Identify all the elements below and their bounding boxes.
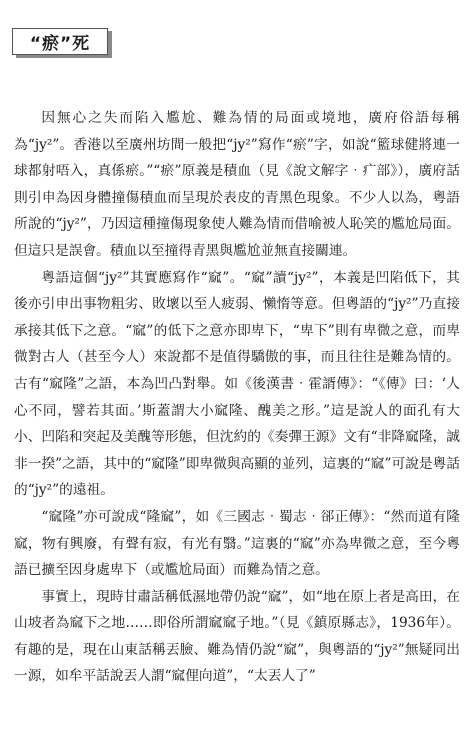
paragraph-2: 粵語這個“jy²”其實應寫作“窳”。“窳”讀“jy²”，本義是凹陷低下，其後亦引申出事物粗劣、敗壞以至人疲弱、懶惰等意。但粵語的“jy²”乃直接承接其低下之意。“窳”的低下之意亦即卑下，“卑下”則有卑微之意，而卑微對古人（甚至今人）來說都不是值得驕傲的事，而且往往是難為情的。古有“窳隆”之語，本為凹凸對舉。如《後漢書‧霍諝傳》：“《傳》曰：‘人心不同，譬若其面。’斯蓋謂大小窳隆、醜美之形。”這是說人的面孔有大小、凹陷和突起及美醜等形態，但沈約的《奏彈王源》文有“非降窳隆，誠非一揆”之語，其中的“窳隆”即卑微與高顯的並列，這裏的“窳”可說是粵話的“jy²”的遠祖。 [14, 269, 460, 499]
paragraph-3: “窳隆”亦可說成“隆窳”，如《三國志‧蜀志‧郤正傳》：“然而道有隆窳，物有興廢，有聲有寂，有光有翳。”這裏的“窳”亦為卑微之意，至今粵語已擴至因身處卑下（或尷尬局面）而難為情之意。 [14, 508, 460, 579]
article-body [14, 105, 460, 690]
paragraph-4: 事實上，現時甘肅話稱低濕地帶仍說“窳”，如“地在原上者是高田，在山坡者為窳下之地……即俗所謂窳窳子地。”（見《鎮原縣志》，1936年）。有趣的是，現在山東話稱丟臉、難為情仍說“窳”，與粵語的“jy²”無疑同出一源，如牟平話說丟人謂“窳俚向道”，“太丟人了” [14, 588, 460, 685]
paragraph-1: 因無心之失而陷入尷尬、難為情的局面或境地，廣府俗語每稱為“jy²”。香港以至廣州坊間一般把“jy²”寫作“瘀”字，如說“籃球健將連一球都射唔入，真係瘀。”“瘀”原義是積血（見《說文解字‧疒部》），廣府話則引申為因身體撞傷積血而呈現於表皮的青黑色現象。不少人以為，粵語所說的“jy²”，乃因這種撞傷現象使人難為情而借喻被人恥笑的尷尬局面。但這只是誤會。積血以至撞得青黑與尷尬並無直接關連。 [14, 110, 460, 259]
section-title: “瘀”死 [12, 28, 108, 55]
